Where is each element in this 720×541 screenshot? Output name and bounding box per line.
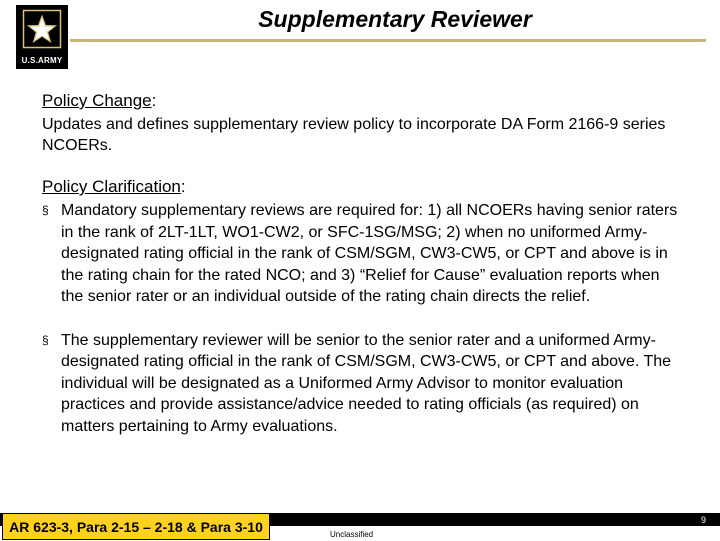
regulation-reference: AR 623-3, Para 2-15 – 2-18 & Para 3-10 (2, 513, 270, 540)
bullet-list (42, 200, 682, 437)
page-number: 9 (700, 515, 706, 525)
bullet-item (42, 330, 682, 438)
page-title: Supplementary Reviewer (258, 6, 532, 32)
policy-clarification-heading-text: Policy Clarification (42, 177, 181, 196)
title-divider (70, 39, 706, 42)
bullet-mark-icon: § (42, 203, 49, 217)
bullet-text: The supplementary reviewer will be senior to the senior rater and a uniformed Army-designated rating official in the rank of CSM/SGM, CW3-CW5, or CPT and above. The individual will be designated as a Uniformed Army Advisor to monitor evaluation practices and provide assistance/advice needed to rating officials (as required) on matters pertaining to Army evaluations. (61, 331, 672, 435)
policy-clarification-section (42, 176, 682, 437)
bullet-text: Mandatory supplementary reviews are required for: 1) all NCOERs having senior raters in the rank of 2LT-1LT, WO1-CW2, or SFC-1SG/MSG; 2) when no uniformed Army-designated rating official in the rank of CSM/SGM, CW3-CW5, or CPT and above is in the rating chain for the rated NCO; and 3) “Relief for Cause” evaluation reports when the senior rater or an individual outside of the rating chain directs the relief. (61, 202, 678, 305)
classification-label: Unclassified (330, 530, 374, 539)
army-logo (16, 5, 68, 69)
bullet-item (42, 200, 682, 308)
logo-text: U.S.ARMY (21, 56, 63, 65)
slide-content (42, 90, 682, 437)
policy-change-heading-text: Policy Change (42, 91, 152, 110)
policy-change-body: Updates and defines supplementary review policy to incorporate DA Form 2166-9 series NCOERs. (42, 116, 666, 154)
policy-change-heading: Policy Change: (42, 91, 157, 110)
star-icon (22, 9, 62, 49)
policy-clarification-heading: Policy Clarification: (42, 177, 186, 196)
bullet-mark-icon: § (42, 332, 49, 347)
